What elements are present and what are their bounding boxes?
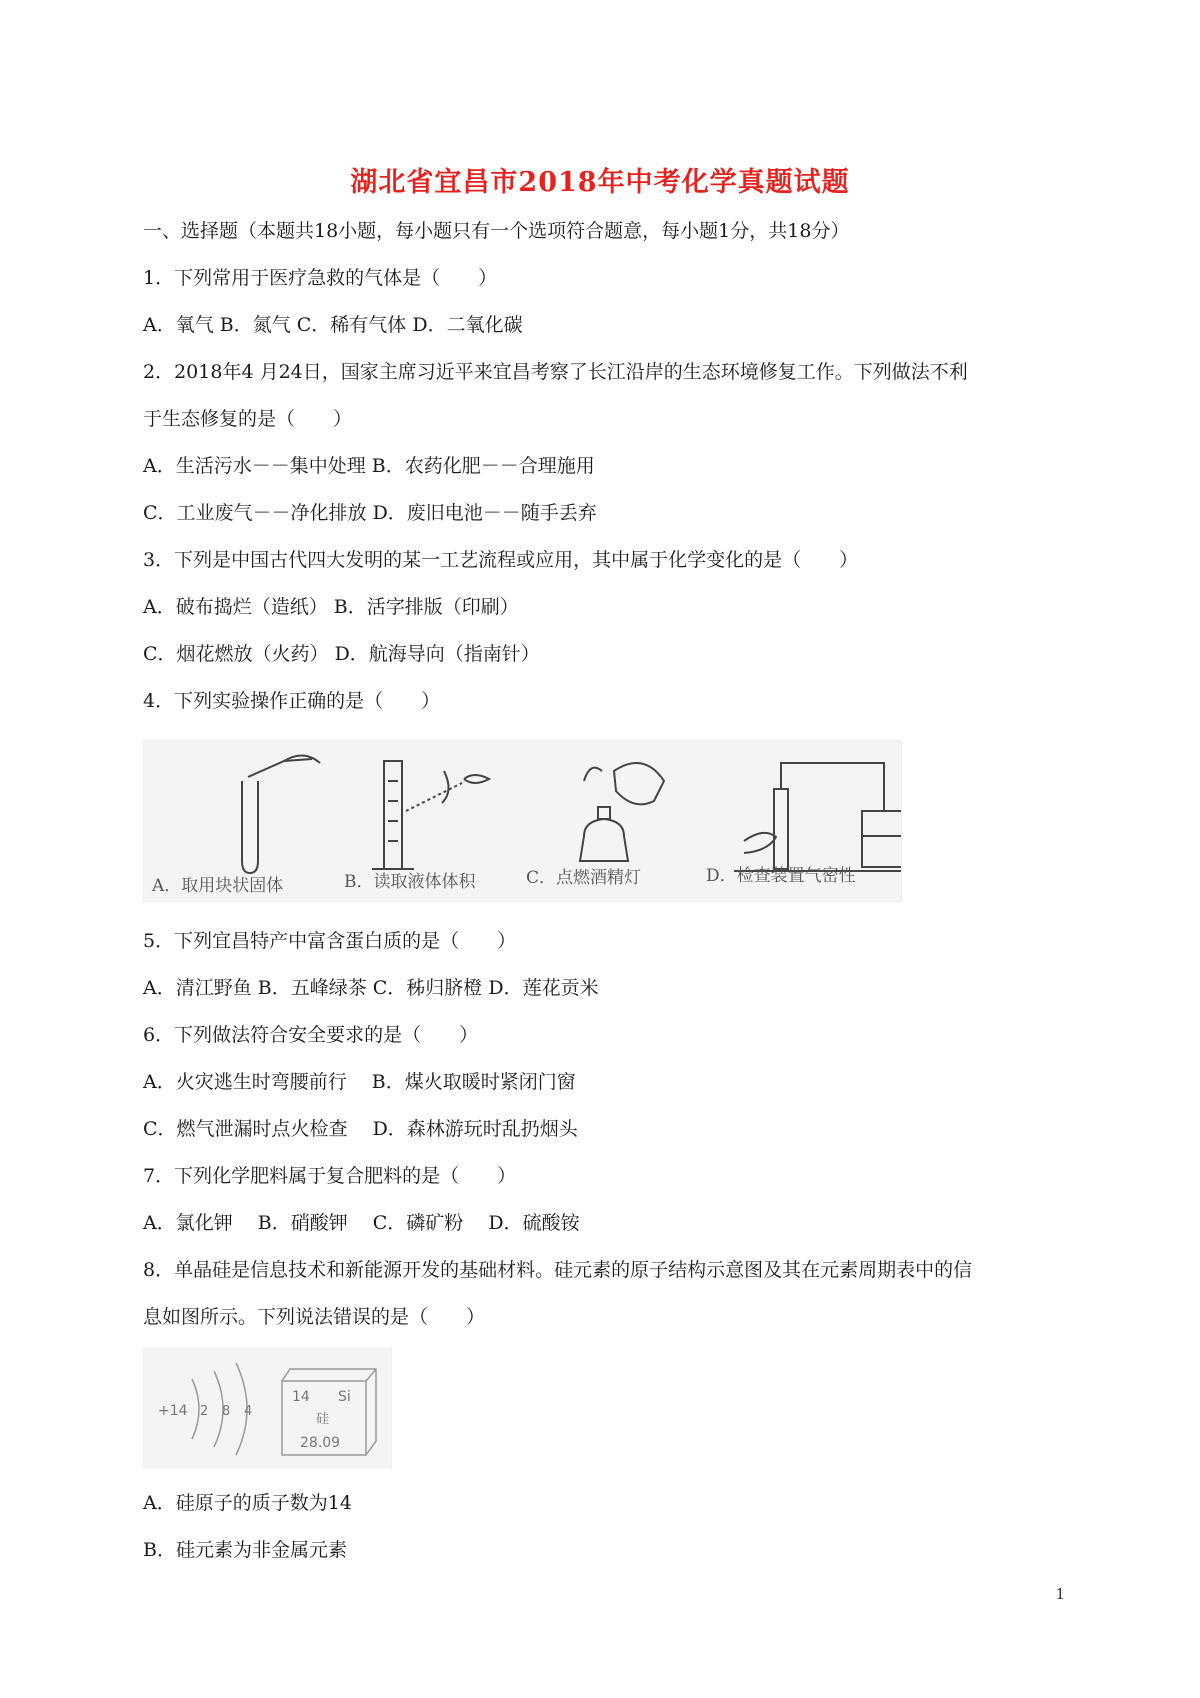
- question-8-option-a: A．硅原子的质子数为14: [143, 1492, 352, 1514]
- figure-label-b: B．读取液体体积: [344, 872, 476, 892]
- question-2-options-ab: A．生活污水－－集中处理 B．农药化肥－－合理施用: [143, 455, 595, 477]
- shell-1: 2: [200, 1404, 209, 1419]
- figure-label-c: C．点燃酒精灯: [526, 868, 642, 888]
- question-6-options-cd: C．燃气泄漏时点火检查 D．森林游玩时乱扔烟头: [143, 1118, 578, 1140]
- element-name: 硅: [316, 1412, 330, 1427]
- question-2-options-cd: C．工业废气－－净化排放 D．废旧电池－－随手丢弃: [143, 502, 597, 524]
- question-6: 6．下列做法符合安全要求的是（ ）: [143, 1024, 479, 1046]
- question-8: 8．单晶硅是信息技术和新能源开发的基础材料。硅元素的原子结构示意图及其在元素周期表中的信: [143, 1259, 973, 1281]
- question-3: 3．下列是中国古代四大发明的某一工艺流程或应用，其中属于化学变化的是（ ）: [143, 549, 859, 571]
- atom-structure-diagram: [144, 1349, 391, 1467]
- question-4-figure: [143, 740, 902, 902]
- question-7-options: A．氯化钾 B．硝酸钾 C．磷矿粉 D．硫酸铵: [143, 1212, 580, 1234]
- question-7: 7．下列化学肥料属于复合肥料的是（ ）: [143, 1165, 517, 1187]
- page-title: 湖北省宜昌市2018年中考化学真题试题: [350, 167, 850, 198]
- question-3-options-cd: C．烟花燃放（火药） D．航海导向（指南针）: [143, 643, 540, 665]
- question-6-options-ab: A．火灾逃生时弯腰前行 B．煤火取暖时紧闭门窗: [143, 1071, 576, 1093]
- question-5: 5．下列宜昌特产中富含蛋白质的是（ ）: [143, 930, 517, 952]
- shell-2: 8: [222, 1404, 231, 1419]
- figure-label-d: D．检查装置气密性: [706, 866, 856, 886]
- atomic-number: 14: [292, 1389, 310, 1405]
- question-8-option-b: B．硅元素为非金属元素: [143, 1539, 347, 1561]
- question-3-options-ab: A．破布捣烂（造纸） B．活字排版（印刷）: [143, 596, 519, 618]
- figure-label-a: A．取用块状固体: [152, 876, 284, 896]
- question-2-cont: 于生态修复的是（ ）: [143, 408, 353, 430]
- question-8-cont: 息如图所示。下列说法错误的是（ ）: [143, 1306, 486, 1328]
- page-number: 1: [1055, 1585, 1065, 1603]
- element-symbol: Si: [338, 1389, 351, 1405]
- section-heading: 一、选择题（本题共18小题，每小题只有一个选项符合题意，每小题1分，共18分）: [143, 220, 850, 242]
- question-5-options: A．清江野鱼 B．五峰绿茶 C．秭归脐橙 D．莲花贡米: [143, 977, 599, 999]
- question-4: 4．下列实验操作正确的是（ ）: [143, 690, 441, 712]
- silicon-figure: [143, 1348, 392, 1468]
- question-1: 1．下列常用于医疗急救的气体是（ ）: [143, 267, 498, 289]
- question-1-options: A．氧气 B．氮气 C．稀有气体 D．二氧化碳: [143, 314, 523, 336]
- nucleus-label: +14: [158, 1403, 188, 1419]
- atomic-mass: 28.09: [300, 1435, 341, 1451]
- shell-3: 4: [244, 1404, 253, 1419]
- question-2: 2．2018年4 月24日，国家主席习近平来宜昌考察了长江沿岸的生态环境修复工作。下列做法不利: [143, 361, 968, 383]
